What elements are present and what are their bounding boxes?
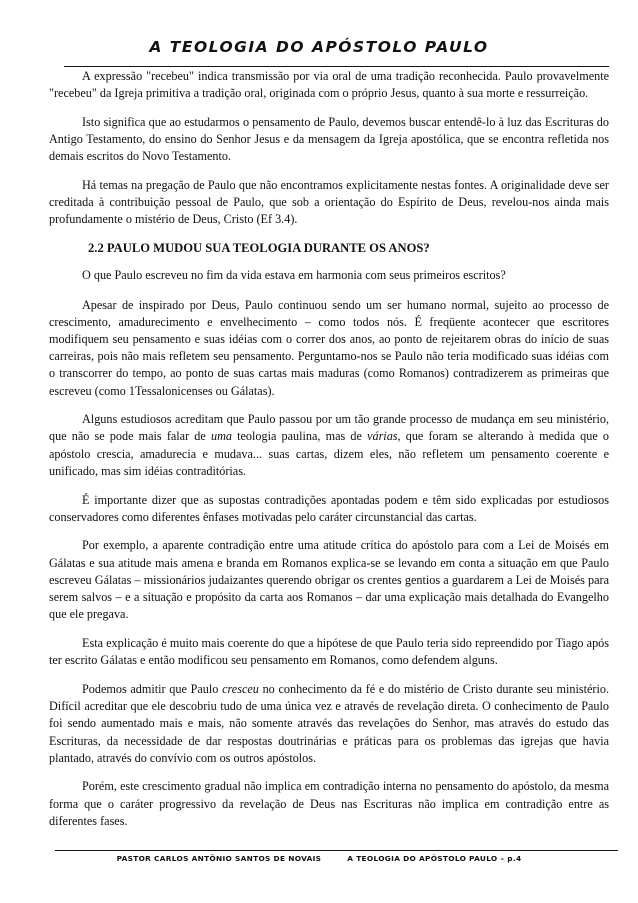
- footer-book-title: A TEOLOGIA DO APÓSTOLO PAULO: [347, 854, 498, 863]
- page-footer: [0, 854, 638, 863]
- paragraph-1: A expressão "recebeu" indica transmissão por via oral de uma tradição reconhecida. Paulo provavelmente "recebeu" da Igreja primitiva a tradição oral, originada com o próprio Jesus, quanto à sua morte e ressurreição.: [49, 69, 609, 101]
- emphasis-varias: várias: [367, 429, 398, 444]
- page-body: [49, 68, 609, 842]
- footer-divider: [55, 850, 618, 851]
- paragraph-8: Esta explicação é muito mais coerente do que a hipótese de que Paulo teria sido repreendido por Tiago após ter escrito Gálatas e então modificou seu pensamento em Romanos, como defendem alguns.: [49, 635, 609, 668]
- paragraph-5: [49, 411, 609, 480]
- paragraph-5-text-a: Alguns estudiosos acreditam que Paulo passou por um tão grande processo de mudança em seu ministério, que não se pode mais falar de: [49, 412, 609, 444]
- footer-author: PASTOR CARLOS ANTÔNIO SANTOS DE NOVAIS: [116, 854, 322, 863]
- section-question: O que Paulo escreveu no fim da vida estava em harmonia com seus primeiros escritos?: [82, 268, 506, 283]
- header-divider: [64, 66, 609, 67]
- paragraph-2: Isto significa que ao estudarmos o pensamento de Paulo, devemos buscar entendê-lo à luz das Escrituras do Antigo Testamento, do ensino do Senhor Jesus e da mensagem da Igreja apostólica, que se encontra refletida nos demais escritos do Novo Testamento.: [49, 114, 609, 164]
- emphasis-cresceu: cresceu: [222, 681, 259, 696]
- paragraph-9-text-b: no conhecimento da fé e do mistério de Cristo durante seu ministério. Difícil acreditar que ele descobriu tudo de uma única vez e através de revelação direta. O conhecimento de Paulo foi sendo aumentado mais e mais, não somente através das revelações do Senhor, mas através do estudo das Escrituras, da necessidade de dar respostas doutrinárias e práticas para os problemas das igrejas que havia plantado, através do convívio com os outros apóstolos.: [49, 681, 609, 765]
- paragraph-9-text-a: Podemos admitir que Paulo: [82, 681, 223, 696]
- paragraph-6: É importante dizer que as supostas contradições apontadas podem e têm sido explicadas por estudiosos conservadores como diferentes ênfases motivadas pelo caráter circunstancial das cartas.: [49, 492, 609, 524]
- paragraph-10: Porém, este crescimento gradual não implica em contradição interna no pensamento do apóstolo, da mesma forma que o caráter progressivo da revelação de Deus nas Escrituras não implica em contradição entre as diferentes fases.: [49, 779, 609, 828]
- paragraph-9: [49, 681, 609, 767]
- paragraph-4: Apesar de inspirado por Deus, Paulo continuou sendo um ser humano normal, sujeito ao processo de crescimento, amadurecimento e envelhecimento – como todos nós. É freqüente acontecer que escritores modifiquem seu pensamento e suas idéias com o correr dos anos, ao ponto de rejeitarem obras do início de suas carreiras, pois não mais refletem seu pensamento. Perguntamo-nos se Paulo não teria modificado suas idéias com o transcorrer do tempo, ao ponto de suas cartas mais maduras (como Romanos) contradizerem as primeiras que escreveu (como 1Tessalonicenses ou Gálatas).: [49, 297, 609, 398]
- footer-page-number: – p.4: [500, 854, 522, 863]
- paragraph-3: Há temas na pregação de Paulo que não encontramos explicitamente nestas fontes. A originalidade deve ser creditada à contribuição pessoal de Paulo, que sob a orientação do Espírito de Deus, revelou-nos ainda mais profundamente o mistério de Deus, Cristo (Ef 3.4).: [49, 178, 609, 227]
- paragraph-5-text-c: , que foram se alterando à medida que o apóstolo crescia, amadurecia e mudava... suas cartas, dizem eles, não refletem um pensamento coerente e unificado, mas sim idéias contraditórias.: [49, 429, 609, 478]
- paragraph-7: Por exemplo, a aparente contradição entre uma atitude crítica do apóstolo para com a Lei de Moisés em Gálatas e sua atitude mais amena e branda em Romanos explica-se se levando em conta a situação em que Paulo escreveu Gálatas – missionários judaizantes querendo obrigar os crentes gentios a guardarem a Lei de Moisés para serem salvos – e a situação e propósito da carta aos Romanos – dar uma explicação mais detalhada do Evangelho que ele pregava.: [49, 538, 609, 622]
- section-heading: 2.2 PAULO MUDOU SUA TEOLOGIA DURANTE OS ANOS?: [88, 241, 430, 256]
- paragraph-5-text-b: teologia paulina, mas de: [231, 429, 368, 444]
- page-header-title: A TEOLOGIA DO APÓSTOLO PAULO: [149, 38, 489, 56]
- emphasis-uma: uma: [210, 429, 232, 444]
